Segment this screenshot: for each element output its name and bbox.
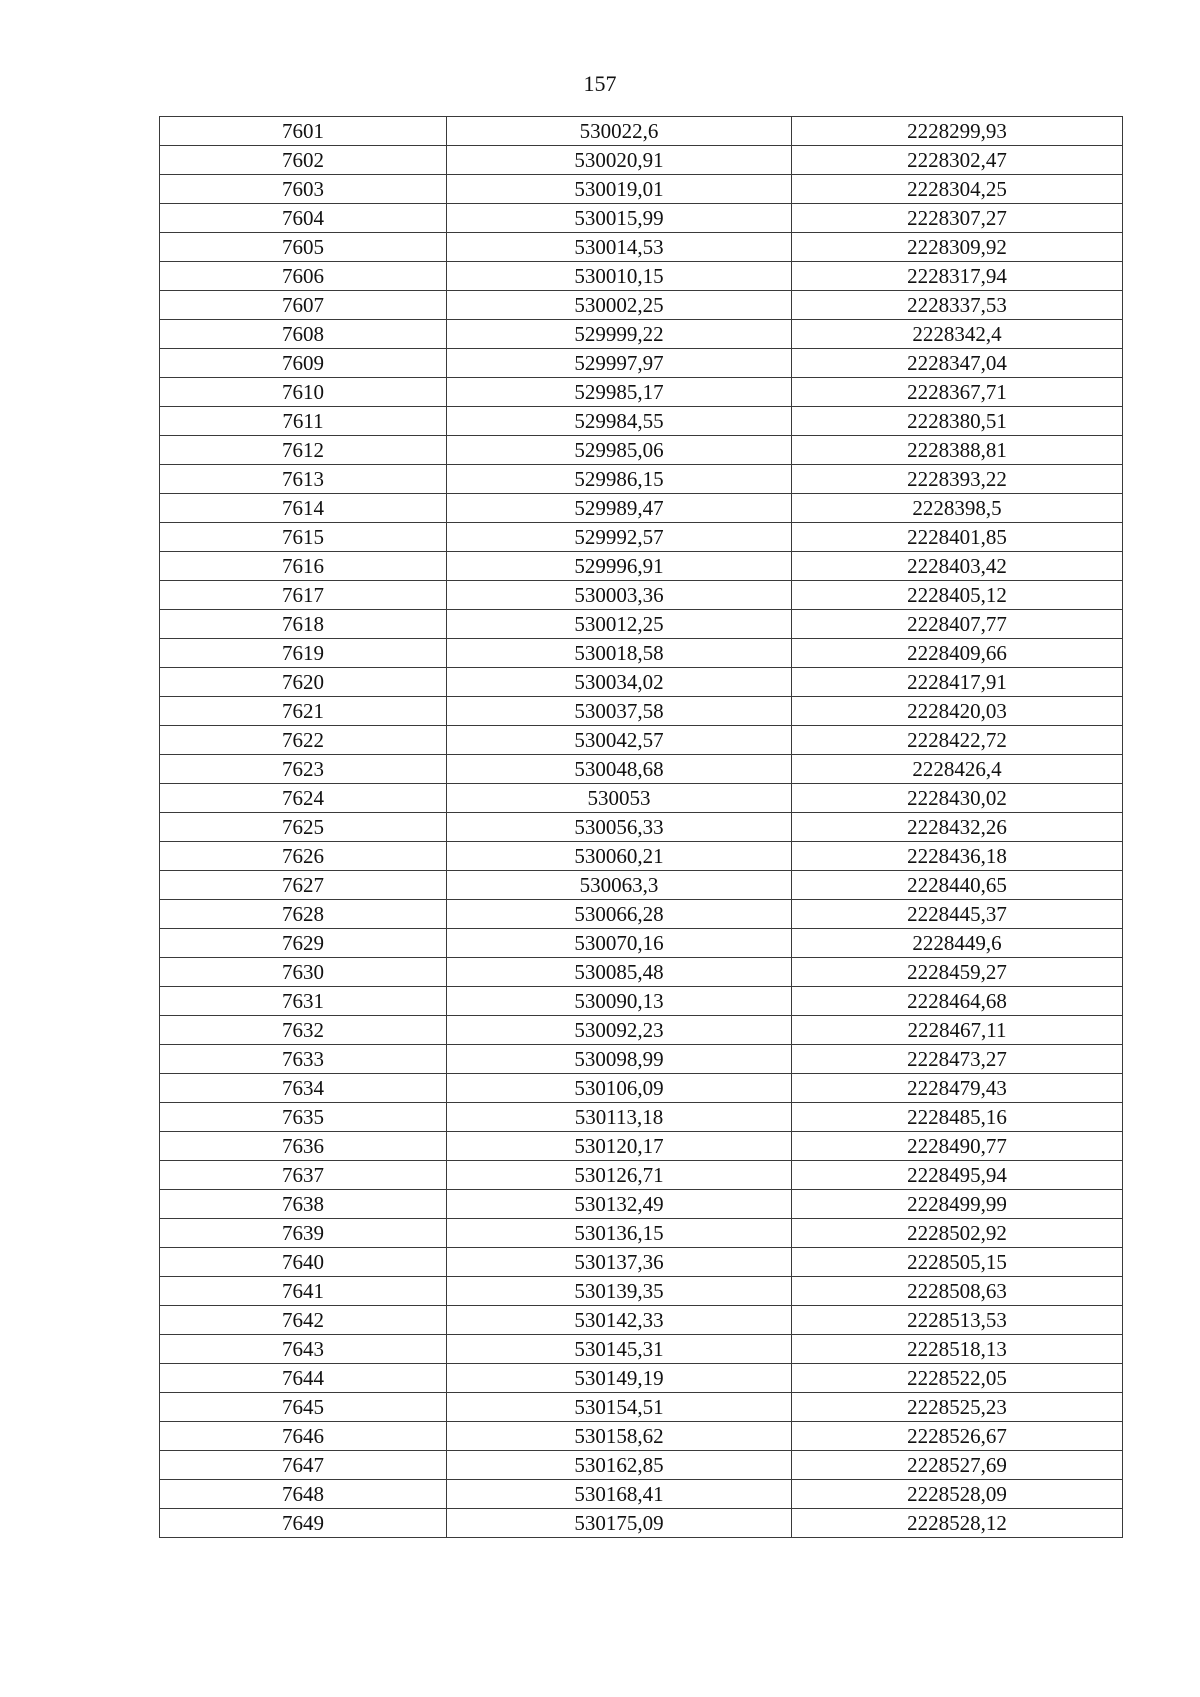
table-row [160,320,1123,349]
x-coordinate-cell: 529985,06 [447,436,792,465]
table-row [160,494,1123,523]
y-coordinate-cell: 2228527,69 [792,1451,1123,1480]
point-number-cell: 7636 [160,1132,447,1161]
point-number-cell: 7623 [160,755,447,784]
x-coordinate-cell: 530120,17 [447,1132,792,1161]
point-number-cell: 7629 [160,929,447,958]
x-coordinate-cell: 529986,15 [447,465,792,494]
x-coordinate-cell: 530053 [447,784,792,813]
y-coordinate-cell: 2228502,92 [792,1219,1123,1248]
y-coordinate-cell: 2228485,16 [792,1103,1123,1132]
table-row [160,1364,1123,1393]
point-number-cell: 7625 [160,813,447,842]
y-coordinate-cell: 2228526,67 [792,1422,1123,1451]
table-row [160,465,1123,494]
x-coordinate-cell: 530149,19 [447,1364,792,1393]
y-coordinate-cell: 2228388,81 [792,436,1123,465]
x-coordinate-cell: 530098,99 [447,1045,792,1074]
point-number-cell: 7639 [160,1219,447,1248]
point-number-cell: 7619 [160,639,447,668]
point-number-cell: 7630 [160,958,447,987]
y-coordinate-cell: 2228304,25 [792,175,1123,204]
table-row [160,1335,1123,1364]
point-number-cell: 7634 [160,1074,447,1103]
x-coordinate-cell: 529984,55 [447,407,792,436]
point-number-cell: 7618 [160,610,447,639]
point-number-cell: 7631 [160,987,447,1016]
table-row [160,639,1123,668]
x-coordinate-cell: 530162,85 [447,1451,792,1480]
point-number-cell: 7602 [160,146,447,175]
x-coordinate-cell: 530019,01 [447,175,792,204]
table-row [160,1074,1123,1103]
point-number-cell: 7607 [160,291,447,320]
y-coordinate-cell: 2228420,03 [792,697,1123,726]
x-coordinate-cell: 530090,13 [447,987,792,1016]
x-coordinate-cell: 530066,28 [447,900,792,929]
x-coordinate-cell: 530010,15 [447,262,792,291]
x-coordinate-cell: 530136,15 [447,1219,792,1248]
y-coordinate-cell: 2228401,85 [792,523,1123,552]
x-coordinate-cell: 530037,58 [447,697,792,726]
x-coordinate-cell: 530168,41 [447,1480,792,1509]
x-coordinate-cell: 530022,6 [447,117,792,146]
point-number-cell: 7622 [160,726,447,755]
x-coordinate-cell: 529992,57 [447,523,792,552]
x-coordinate-cell: 529989,47 [447,494,792,523]
point-number-cell: 7626 [160,842,447,871]
x-coordinate-cell: 529985,17 [447,378,792,407]
x-coordinate-cell: 530137,36 [447,1248,792,1277]
point-number-cell: 7649 [160,1509,447,1538]
x-coordinate-cell: 530158,62 [447,1422,792,1451]
point-number-cell: 7646 [160,1422,447,1451]
point-number-cell: 7616 [160,552,447,581]
point-number-cell: 7648 [160,1480,447,1509]
y-coordinate-cell: 2228467,11 [792,1016,1123,1045]
x-coordinate-cell: 530154,51 [447,1393,792,1422]
x-coordinate-cell: 530014,53 [447,233,792,262]
point-number-cell: 7628 [160,900,447,929]
x-coordinate-cell: 530106,09 [447,1074,792,1103]
y-coordinate-cell: 2228403,42 [792,552,1123,581]
x-coordinate-cell: 530142,33 [447,1306,792,1335]
x-coordinate-cell: 530003,36 [447,581,792,610]
y-coordinate-cell: 2228464,68 [792,987,1123,1016]
table-row [160,1161,1123,1190]
x-coordinate-cell: 530092,23 [447,1016,792,1045]
y-coordinate-cell: 2228440,65 [792,871,1123,900]
y-coordinate-cell: 2228522,05 [792,1364,1123,1393]
y-coordinate-cell: 2228307,27 [792,204,1123,233]
y-coordinate-cell: 2228380,51 [792,407,1123,436]
table-row [160,726,1123,755]
table-row [160,1393,1123,1422]
table-row [160,1016,1123,1045]
y-coordinate-cell: 2228426,4 [792,755,1123,784]
point-number-cell: 7610 [160,378,447,407]
point-number-cell: 7620 [160,668,447,697]
y-coordinate-cell: 2228299,93 [792,117,1123,146]
table-row [160,233,1123,262]
point-number-cell: 7609 [160,349,447,378]
y-coordinate-cell: 2228459,27 [792,958,1123,987]
x-coordinate-cell: 530113,18 [447,1103,792,1132]
y-coordinate-cell: 2228528,09 [792,1480,1123,1509]
y-coordinate-cell: 2228445,37 [792,900,1123,929]
x-coordinate-cell: 530034,02 [447,668,792,697]
point-number-cell: 7608 [160,320,447,349]
y-coordinate-cell: 2228302,47 [792,146,1123,175]
y-coordinate-cell: 2228518,13 [792,1335,1123,1364]
y-coordinate-cell: 2228398,5 [792,494,1123,523]
x-coordinate-cell: 530060,21 [447,842,792,871]
point-number-cell: 7614 [160,494,447,523]
y-coordinate-cell: 2228337,53 [792,291,1123,320]
table-row [160,1190,1123,1219]
coordinates-table-body [160,117,1123,1538]
point-number-cell: 7604 [160,204,447,233]
table-row [160,581,1123,610]
x-coordinate-cell: 529996,91 [447,552,792,581]
y-coordinate-cell: 2228449,6 [792,929,1123,958]
table-row [160,900,1123,929]
table-row [160,262,1123,291]
table-row [160,1248,1123,1277]
table-row [160,987,1123,1016]
x-coordinate-cell: 530132,49 [447,1190,792,1219]
x-coordinate-cell: 530139,35 [447,1277,792,1306]
point-number-cell: 7603 [160,175,447,204]
table-row [160,146,1123,175]
x-coordinate-cell: 530002,25 [447,291,792,320]
y-coordinate-cell: 2228436,18 [792,842,1123,871]
point-number-cell: 7606 [160,262,447,291]
point-number-cell: 7613 [160,465,447,494]
point-number-cell: 7641 [160,1277,447,1306]
x-coordinate-cell: 530070,16 [447,929,792,958]
y-coordinate-cell: 2228407,77 [792,610,1123,639]
x-coordinate-cell: 530012,25 [447,610,792,639]
x-coordinate-cell: 530085,48 [447,958,792,987]
y-coordinate-cell: 2228393,22 [792,465,1123,494]
point-number-cell: 7611 [160,407,447,436]
y-coordinate-cell: 2228490,77 [792,1132,1123,1161]
point-number-cell: 7647 [160,1451,447,1480]
table-row [160,610,1123,639]
y-coordinate-cell: 2228430,02 [792,784,1123,813]
point-number-cell: 7638 [160,1190,447,1219]
y-coordinate-cell: 2228432,26 [792,813,1123,842]
point-number-cell: 7627 [160,871,447,900]
y-coordinate-cell: 2228422,72 [792,726,1123,755]
table-row [160,175,1123,204]
table-row [160,407,1123,436]
table-row [160,523,1123,552]
x-coordinate-cell: 530018,58 [447,639,792,668]
table-row [160,1132,1123,1161]
table-row [160,668,1123,697]
x-coordinate-cell: 530042,57 [447,726,792,755]
table-row [160,552,1123,581]
table-row [160,349,1123,378]
y-coordinate-cell: 2228508,63 [792,1277,1123,1306]
x-coordinate-cell: 530020,91 [447,146,792,175]
y-coordinate-cell: 2228505,15 [792,1248,1123,1277]
table-row [160,1480,1123,1509]
page-number: 157 [583,71,617,96]
point-number-cell: 7644 [160,1364,447,1393]
y-coordinate-cell: 2228528,12 [792,1509,1123,1538]
point-number-cell: 7640 [160,1248,447,1277]
x-coordinate-cell: 529999,22 [447,320,792,349]
table-row [160,1277,1123,1306]
point-number-cell: 7621 [160,697,447,726]
point-number-cell: 7637 [160,1161,447,1190]
point-number-cell: 7643 [160,1335,447,1364]
point-number-cell: 7601 [160,117,447,146]
x-coordinate-cell: 530048,68 [447,755,792,784]
table-row [160,1306,1123,1335]
table-row [160,378,1123,407]
coordinates-table [159,116,1123,1538]
x-coordinate-cell: 530175,09 [447,1509,792,1538]
y-coordinate-cell: 2228309,92 [792,233,1123,262]
point-number-cell: 7612 [160,436,447,465]
x-coordinate-cell: 530063,3 [447,871,792,900]
y-coordinate-cell: 2228473,27 [792,1045,1123,1074]
table-row [160,1045,1123,1074]
table-row [160,1422,1123,1451]
point-number-cell: 7605 [160,233,447,262]
point-number-cell: 7633 [160,1045,447,1074]
x-coordinate-cell: 530126,71 [447,1161,792,1190]
point-number-cell: 7632 [160,1016,447,1045]
y-coordinate-cell: 2228347,04 [792,349,1123,378]
table-row [160,755,1123,784]
point-number-cell: 7615 [160,523,447,552]
table-row [160,697,1123,726]
y-coordinate-cell: 2228417,91 [792,668,1123,697]
y-coordinate-cell: 2228409,66 [792,639,1123,668]
y-coordinate-cell: 2228479,43 [792,1074,1123,1103]
y-coordinate-cell: 2228495,94 [792,1161,1123,1190]
table-row [160,871,1123,900]
y-coordinate-cell: 2228525,23 [792,1393,1123,1422]
table-row [160,1451,1123,1480]
table-row [160,1219,1123,1248]
point-number-cell: 7617 [160,581,447,610]
x-coordinate-cell: 529997,97 [447,349,792,378]
table-row [160,436,1123,465]
x-coordinate-cell: 530056,33 [447,813,792,842]
y-coordinate-cell: 2228499,99 [792,1190,1123,1219]
y-coordinate-cell: 2228317,94 [792,262,1123,291]
table-row [160,784,1123,813]
y-coordinate-cell: 2228513,53 [792,1306,1123,1335]
table-row [160,1103,1123,1132]
x-coordinate-cell: 530015,99 [447,204,792,233]
x-coordinate-cell: 530145,31 [447,1335,792,1364]
y-coordinate-cell: 2228342,4 [792,320,1123,349]
table-row [160,842,1123,871]
table-row [160,1509,1123,1538]
table-row [160,117,1123,146]
y-coordinate-cell: 2228405,12 [792,581,1123,610]
table-row [160,204,1123,233]
point-number-cell: 7645 [160,1393,447,1422]
point-number-cell: 7635 [160,1103,447,1132]
point-number-cell: 7624 [160,784,447,813]
table-row [160,958,1123,987]
table-row [160,929,1123,958]
y-coordinate-cell: 2228367,71 [792,378,1123,407]
table-row [160,813,1123,842]
table-row [160,291,1123,320]
point-number-cell: 7642 [160,1306,447,1335]
